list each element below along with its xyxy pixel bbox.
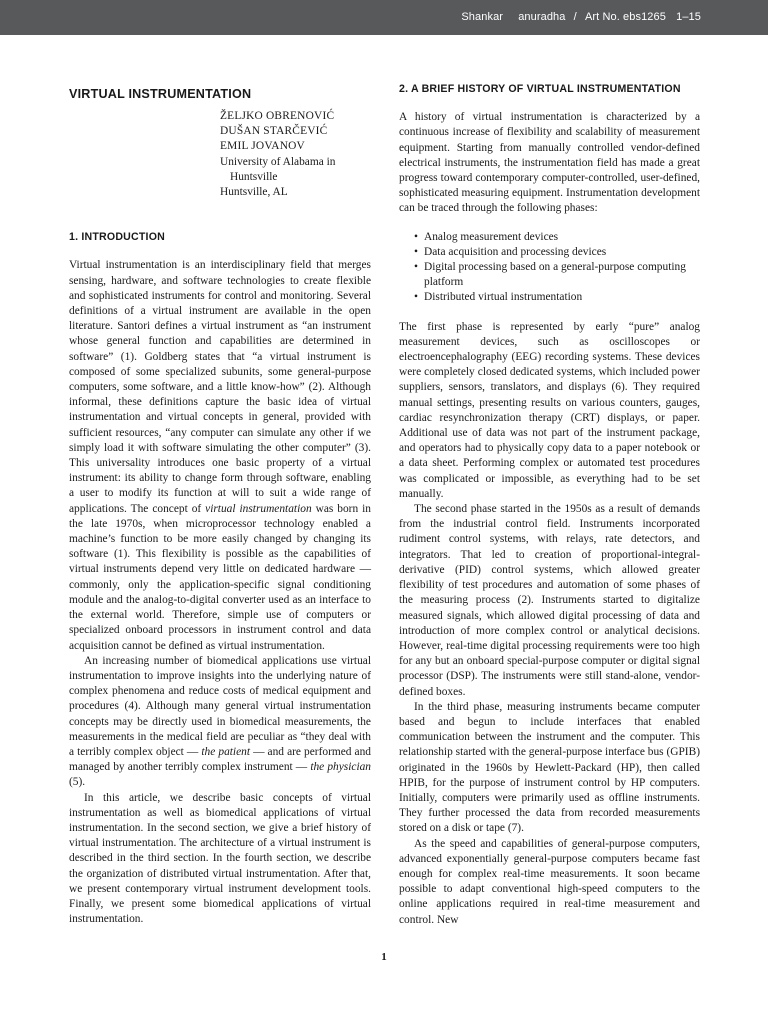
phase-list — [399, 230, 700, 306]
affiliation-line: Huntsville — [230, 170, 278, 183]
paragraph: The first phase is represented by early “pure” analog measurement devices, such as oscilloscopes or electroencephalography (EEG) recording systems. These devices were completely closed dedicated systems, which included power suppliers, sensors, translators, and displays (6). They required manual settings, presenting results on various counters, gauges, cardiac resynchronization therapy (CRT) displays, or paper. Additional use of data was not part of the instrument package, and operators had to physically copy data to a paper notebook or a data sheet. Performing complex or automated test procedures was complicated or impossible, as everything had to be set manually. — [399, 320, 700, 500]
right-column — [399, 82, 700, 928]
header-pages: 1–15 — [676, 11, 701, 23]
text-run: (5). — [69, 776, 86, 789]
emphasis: the patient — [201, 745, 251, 758]
paragraph: A history of virtual instrumentation is characterized by a continuous increase of flexibility and scalability of measurement equipment. Starting from manually controlled vendor-defined electrical instruments, the instrumentation field has made a great progress toward contemporary computer-controlled, user-defined, sophisticated measuring equipment. Instrumentation development can be traced through the following phases: — [399, 111, 700, 215]
list-item: • Analog measurement devices — [399, 230, 700, 245]
paragraph — [69, 258, 371, 653]
emphasis: virtual instrumentation — [205, 502, 312, 515]
header-art-no: Art No. ebs1265 — [584, 11, 666, 23]
author-name: DUŠAN STARČEVIĆ — [220, 125, 328, 138]
list-item: • Digital processing based on a general-purpose computing platform — [399, 260, 700, 290]
section-heading-history: 2. A BRIEF HISTORY OF VIRTUAL INSTRUMENTATION — [399, 83, 681, 95]
emphasis: the physician — [310, 761, 371, 774]
text-run: An increasing number of biomedical applications use virtual instrumentation to improve insights into the underlying nature of complex phenomena and reduce costs of medical equipment and procedures (4). Although many general virtual instrumentation concepts may be directly used in biomedical measurements, the measurements in the medical field are peculiar as “they deal with a terribly complex object — — [69, 654, 371, 758]
text-run: — and are performed and managed by another terribly complex instrument — — [69, 745, 371, 774]
paragraph: In this article, we describe basic concepts of virtual instrumentation as well as biomedical applications of virtual instrumentation. In the second section, we give a brief history of virtual instrumentation. The architecture of a virtual instrument is described in the third section. In the fourth section, we describe the organization of distributed virtual instrumentation. After that, we present contemporary virtual instrument development tools. Finally, we present some biomedical applications of virtual instrumentation. — [69, 791, 371, 926]
text-run: Virtual instrumentation is an interdisciplinary field that merges sensing, hardware, and software technologies to create flexible and sophisticated instruments for control and monitoring. Several definitions of a virtual instrument are available in the open literature. Santori defines a virtual instrument as “an instrument whose general function and capabilities are determined in software” (1). Goldberg states that “a virtual instrument is composed of some specialized subunits, some general-purpose computers, some software, and a little know-how” (2). Although informal, these definitions capture the basic idea of virtual instrumentation and virtual concepts in general, provided with sufficient resources, “any computer can simulate any other if we simply load it with software simulating the other computer” (3). This universality introduces one basic property of a virtual instrument: its ability to change form through software, enabling a user to modify its function at will to suit a wide range of applications. The concept of — [69, 259, 371, 515]
section-heading-introduction: 1. INTRODUCTION — [69, 231, 165, 244]
header-author-2: anuradha — [518, 11, 566, 23]
list-item: • Data acquisition and processing devices — [399, 245, 700, 260]
affiliation-line: Huntsville, AL — [220, 186, 288, 199]
text-run: was born in the late 1970s, when microprocessor technology enabled a machine’s function to be more easily changed by changing its software (1). This flexibility is possible as the capabilities of virtual instruments depend very little on dedicated hardware — commonly, only the application-specific signal conditioning module and the analog-to-digital converter used as an interface to the external world. Therefore, simple use of computers or specialized onboard processors in instrument control and data acquisition cannot be defined as virtual instrumentation. — [69, 502, 371, 652]
author-block — [220, 109, 371, 200]
author-name: ŽELJKO OBRENOVIĆ — [220, 110, 335, 122]
paragraph: As the speed and capabilities of general-purpose computers, advanced exponentially general-purpose computers became fast enough for complex real-time measurements. It soon became possible to adapt conventional high-speed computers to the online applications required in real-time measurement and control. New — [399, 837, 700, 926]
header-author-1: Shankar — [461, 11, 504, 23]
affiliation-line: University of Alabama in — [220, 155, 336, 168]
page-number: 1 — [381, 951, 387, 963]
paragraph — [69, 654, 371, 791]
author-name: EMIL JOVANOV — [220, 140, 305, 153]
paragraph: In the third phase, measuring instruments became computer based and begun to include interfaces that enabled communication between the instrument and the computer. This relationship started with the general-purpose interface bus (GPIB) originated in the 1960s by Hewlett-Packard (HP), then called HPIB, for the purpose of instrument control by HP computers. Initially, computers were primarily used as offline instruments. They further processed the data from recorded measurements stored on a disk or tape (7). — [399, 700, 700, 835]
header-separator: / — [573, 11, 577, 23]
left-column — [69, 84, 371, 927]
article-title: VIRTUAL INSTRUMENTATION — [69, 87, 252, 101]
list-item: • Distributed virtual instrumentation — [399, 290, 700, 305]
running-header — [0, 0, 768, 35]
paragraph: The second phase started in the 1950s as a result of demands from the industrial control field. Instruments incorporated rudiment control systems, with relays, rate detectors, and integrators. That led to creation of proportional-integral-derivative (PID) control systems, which allowed greater flexibility of test procedures and automation of some phases of the measuring process (2). Instruments started to digitalize measured signals, which allowed digital processing of data and introduction of more complex control or analytical decisions. However, real-time digital processing requirements were too high for any but an onboard special-purpose computer or digital signal processor (DSP). The instruments were still stand-alone, vendor-defined boxes. — [399, 503, 700, 698]
running-header-text — [456, 11, 701, 23]
